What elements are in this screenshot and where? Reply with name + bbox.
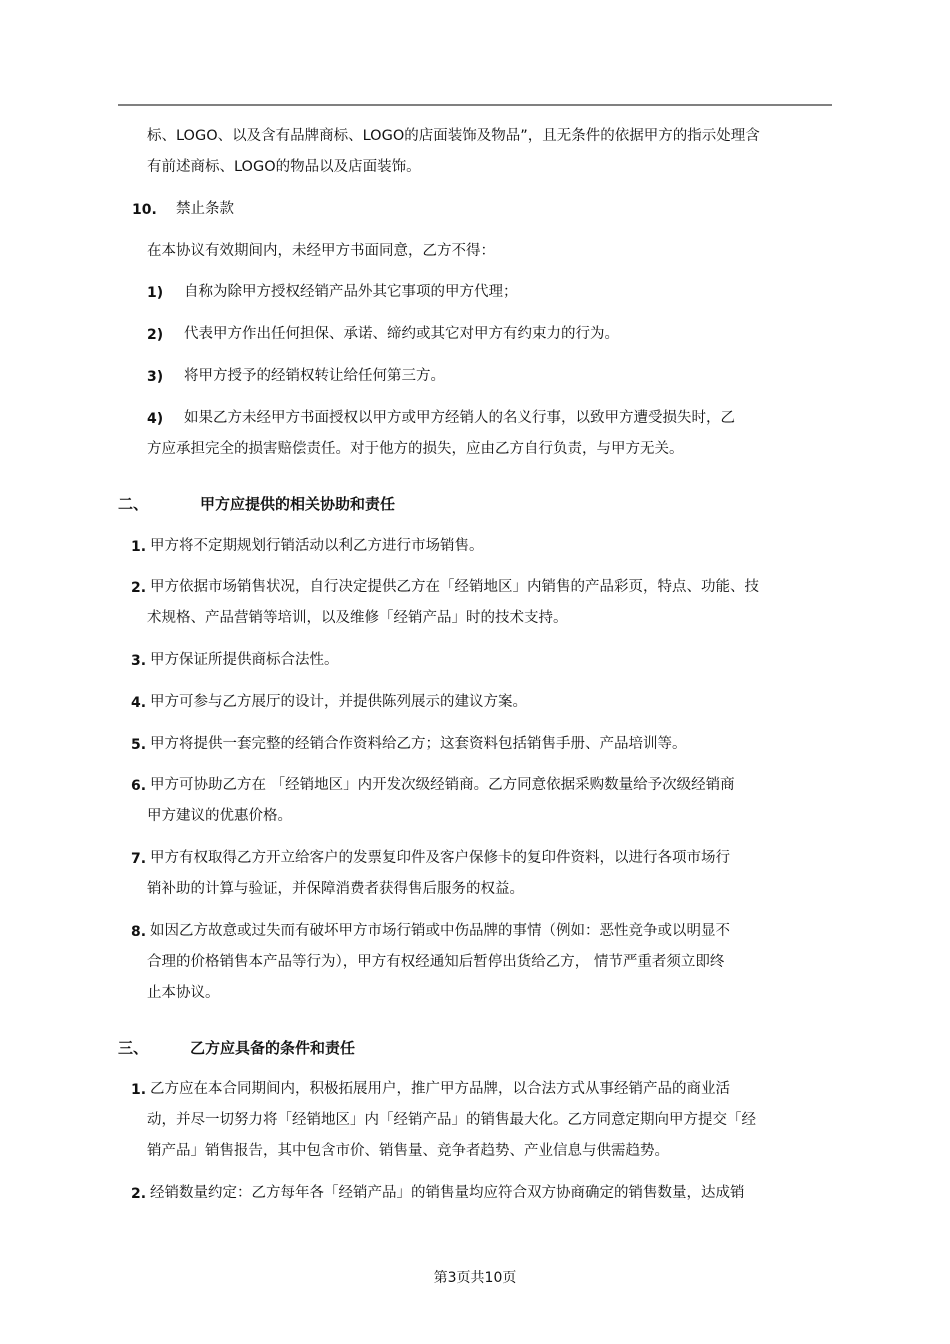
section-3-item-text: 销产品」销售报告，其中包含市价、销售量、竞争者趋势、产业信息与供需趋势。 [147, 1143, 669, 1159]
clause-10-intro: 在本协议有效期间内，未经甲方书面同意，乙方不得： [147, 243, 495, 259]
section-2-item-number: 4. [131, 695, 147, 711]
section-2-item-number: 1. [131, 539, 147, 555]
header-rule [118, 104, 832, 106]
section-3-title: 乙方应具备的条件和责任 [190, 1039, 356, 1057]
section-3-item-text: 经销数量约定：乙方每年各「经销产品」的销售量均应符合双方协商确定的销售数量，达成销 [150, 1185, 745, 1201]
clause-10-item-number: 2) [147, 327, 164, 343]
section-3-item-number: 2. [131, 1186, 147, 1202]
section-2-item-text: 甲方依据市场销售状况，自行决定提供乙方在「经销地区」内销售的产品彩页，特点、功能、技 [150, 579, 759, 595]
clause-10-number: 10. [132, 202, 157, 218]
section-2-item-number: 6. [131, 778, 147, 794]
section-2-item-number: 3. [131, 653, 147, 669]
clause-10-item-text: 方应承担完全的损害赔偿责任。对于他方的损失，应由乙方自行负责，与甲方无关。 [147, 441, 684, 457]
section-2-item-number: 5. [131, 737, 147, 753]
section-3-item-text: 乙方应在本合同期间内，积极拓展用户，推广甲方品牌，以合法方式从事经销产品的商业活 [150, 1081, 730, 1097]
clause-10-item-text: 将甲方授予的经销权转让给任何第三方。 [184, 368, 445, 384]
section-2-item-text: 销补助的计算与验证，并保障消费者获得售后服务的权益。 [147, 881, 524, 897]
section-2-item-text: 甲方建议的优惠价格。 [147, 808, 292, 824]
section-2-item-number: 8. [131, 924, 147, 940]
section-2-item-text: 甲方有权取得乙方开立给客户的发票复印件及客户保修卡的复印件资料，以进行各项市场行 [150, 850, 730, 866]
page-footer: 第3页共10页 [433, 1270, 517, 1286]
section-2-item-text: 术规格、产品营销等培训，以及维修「经销产品」时的技术支持。 [147, 610, 568, 626]
section-3-item-number: 1. [131, 1082, 147, 1098]
clause-10-item-text: 代表甲方作出任何担保、承诺、缔约或其它对甲方有约束力的行为。 [184, 326, 619, 342]
section-2-item-text: 如因乙方故意或过失而有破坏甲方市场行销或中伤品牌的事情（例如：恶性竞争或以明显不 [150, 923, 730, 939]
section-2-item-text: 甲方可参与乙方展厅的设计，并提供陈列展示的建议方案。 [150, 694, 527, 710]
clause-10-item-number: 3) [147, 369, 164, 385]
clause-10-item-text: 如果乙方未经甲方书面授权以甲方或甲方经销人的名义行事，以致甲方遭受损失时，乙 [184, 410, 735, 426]
section-2-item-text: 合理的价格销售本产品等行为），甲方有权经通知后暂停出货给乙方， 情节严重者须立即终 [147, 954, 725, 970]
continuation-line-1: 标、LOGO、以及含有品牌商标、LOGO的店面装饰及物品”，且无条件的依据甲方的指示处理含 [147, 128, 760, 144]
section-2-title: 甲方应提供的相关协助和责任 [200, 495, 396, 513]
section-2-item-text: 甲方可协助乙方在 「经销地区」内开发次级经销商。乙方同意依据采购数量给予次级经销商 [150, 777, 735, 793]
section-2-item-number: 2. [131, 580, 147, 596]
clause-10-title: 禁止条款 [176, 201, 234, 217]
section-2-item-text: 止本协议。 [147, 985, 220, 1001]
section-2-item-text: 甲方将不定期规划行销活动以利乙方进行市场销售。 [150, 538, 484, 554]
section-2-item-number: 7. [131, 851, 147, 867]
section-2-item-text: 甲方将提供一套完整的经销合作资料给乙方；这套资料包括销售手册、产品培训等。 [150, 736, 687, 752]
section-2-number: 二、 [118, 495, 149, 513]
clause-10-item-text: 自称为除甲方授权经销产品外其它事项的甲方代理； [184, 284, 518, 300]
clause-10-item-number: 1) [147, 285, 164, 301]
clause-10-item-number: 4) [147, 411, 164, 427]
section-2-item-text: 甲方保证所提供商标合法性。 [150, 652, 339, 668]
section-3-number: 三、 [118, 1039, 149, 1057]
section-3-item-text: 动，并尽一切努力将「经销地区」内「经销产品」的销售最大化。乙方同意定期向甲方提交「经 [147, 1112, 756, 1128]
continuation-line-2: 有前述商标、LOGO的物品以及店面装饰。 [147, 159, 421, 175]
